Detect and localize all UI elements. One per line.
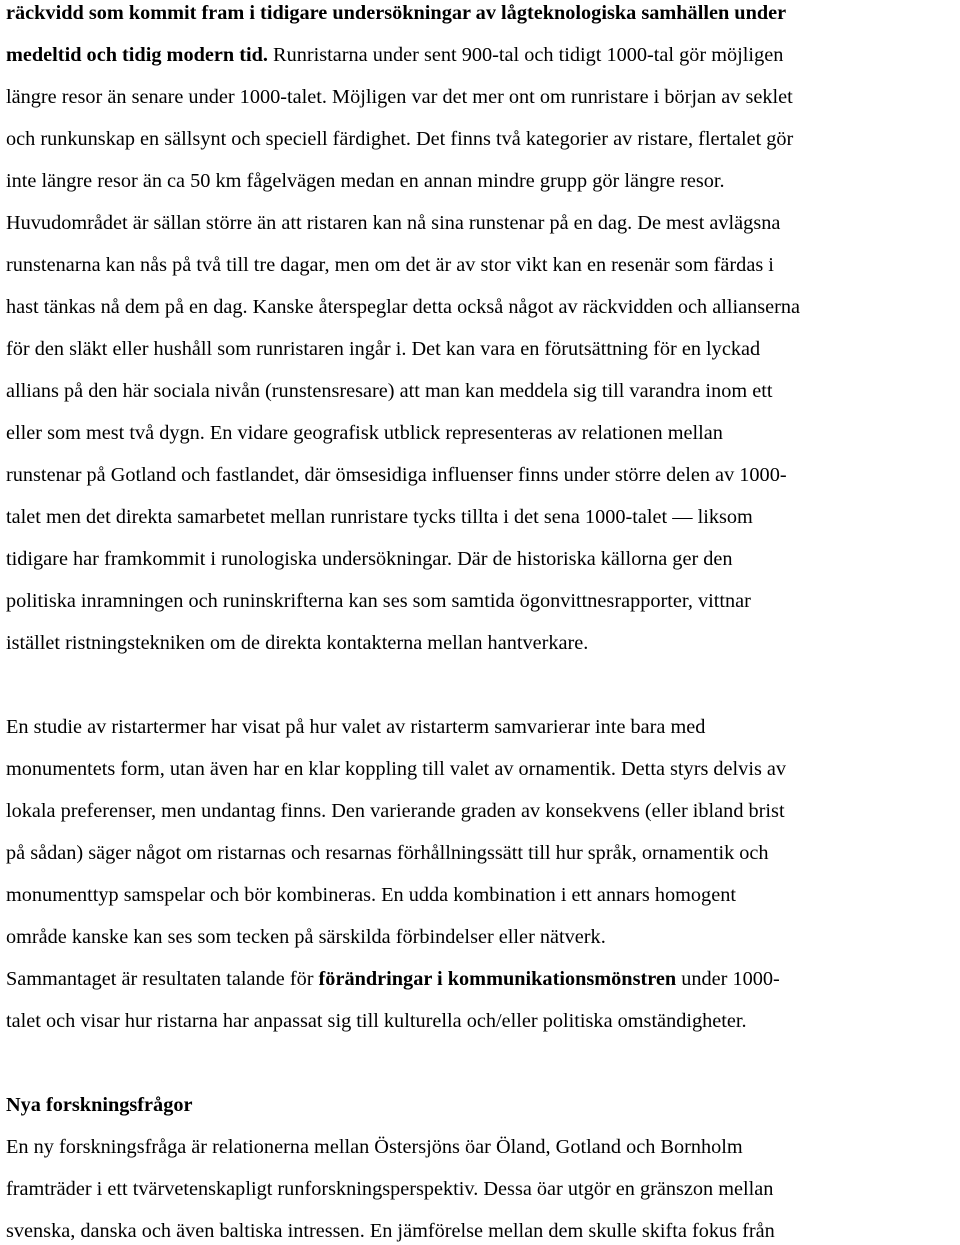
heading-text: Nya forskningsfrågor bbox=[6, 1094, 193, 1116]
section-heading bbox=[6, 1095, 192, 1115]
text-line bbox=[6, 843, 769, 863]
text-run: politiska inramningen och runinskrifterna kan ses som samtida ögonvittnesrapporter, vittnar bbox=[6, 590, 751, 612]
text-run: område kanske kan ses som tecken på särskilda förbindelser eller nätverk. bbox=[6, 926, 606, 948]
text-line bbox=[6, 969, 780, 989]
text-run: runstenar på Gotland och fastlandet, där ömsesidiga influenser finns under större delen av 1000- bbox=[6, 464, 787, 486]
text-run: talet och visar hur ristarna har anpassat sig till kulturella och/eller politiska omständigheter. bbox=[6, 1010, 747, 1032]
bold-run: räckvidd som kommit fram i tidigare undersökningar av lågteknologiska samhällen under bbox=[6, 2, 787, 24]
text-run: svenska, danska och även baltiska intressen. En jämförelse mellan dem skulle skifta fokus från bbox=[6, 1220, 775, 1242]
text-run: monumentets form, utan även har en klar koppling till valet av ornamentik. Detta styrs delvis av bbox=[6, 758, 787, 780]
text-line bbox=[6, 1011, 747, 1031]
text-line bbox=[6, 801, 785, 821]
text-run: eller som mest två dygn. En vidare geografisk utblick representeras av relationen mellan bbox=[6, 422, 723, 444]
text-line bbox=[6, 297, 800, 317]
text-line bbox=[6, 507, 753, 527]
text-run: runstenarna kan nås på två till tre dagar, men om det är av stor vikt kan en resenär som färdas i bbox=[6, 254, 774, 276]
text-run: för den släkt eller hushåll som runristaren ingår i. Det kan vara en förutsättning för en lyckad bbox=[6, 338, 761, 360]
text-line bbox=[6, 1221, 775, 1241]
text-run: Huvudområdet är sällan större än att ristaren kan nå sina runstenar på en dag. De mest avlägsna bbox=[6, 212, 781, 234]
text-run: på sådan) säger något om ristarnas och resarnas förhållningssätt till hur språk, ornamentik och bbox=[6, 842, 769, 864]
text-line bbox=[6, 633, 588, 653]
text-run: inte längre resor än ca 50 km fågelvägen medan en annan mindre grupp gör längre resor. bbox=[6, 170, 725, 192]
text-line bbox=[6, 129, 793, 149]
text-line bbox=[6, 87, 793, 107]
text-line bbox=[6, 339, 760, 359]
text-run: En ny forskningsfråga är relationerna mellan Östersjöns öar Öland, Gotland och Bornholm bbox=[6, 1136, 743, 1158]
text-run: längre resor än senare under 1000-talet. Möjligen var det mer ont om runristare i början av seklet bbox=[6, 86, 793, 108]
text-run: framträder i ett tvärvetenskapligt runforskningsperspektiv. Dessa öar utgör en gränszon mellan bbox=[6, 1178, 774, 1200]
text-run: En studie av ristartermer har visat på hur valet av ristarterm samvarierar inte bara med bbox=[6, 716, 706, 738]
text-line bbox=[6, 1179, 773, 1199]
text-line bbox=[6, 213, 780, 233]
text-run: under 1000- bbox=[676, 968, 780, 990]
text-run: Sammantaget är resultaten talande för bbox=[6, 968, 319, 990]
text-line bbox=[6, 3, 786, 23]
text-line bbox=[6, 255, 774, 275]
text-line bbox=[6, 1137, 743, 1157]
text-run: lokala preferenser, men undantag finns. Den varierande graden av konsekvens (eller ibland brist bbox=[6, 800, 785, 822]
text-line bbox=[6, 549, 733, 569]
text-line bbox=[6, 927, 606, 947]
text-run: istället ristningstekniken om de direkta kontakterna mellan hantverkare. bbox=[6, 632, 589, 654]
text-line bbox=[6, 885, 736, 905]
text-run: talet men det direkta samarbetet mellan runristare tycks tillta i det sena 1000-talet — liksom bbox=[6, 506, 753, 528]
bold-run: medeltid och tidig modern tid. bbox=[6, 44, 268, 66]
text-line bbox=[6, 423, 723, 443]
text-run: Runristarna under sent 900-tal och tidigt 1000-tal gör möjligen bbox=[267, 44, 784, 66]
text-line bbox=[6, 465, 787, 485]
text-run: hast tänkas nå dem på en dag. Kanske återspeglar detta också något av räckvidden och allianserna bbox=[6, 296, 801, 318]
text-line bbox=[6, 45, 783, 65]
text-line bbox=[6, 591, 751, 611]
text-line bbox=[6, 717, 705, 737]
text-run: allians på den här sociala nivån (runstensresare) att man kan meddela sig till varandra inom ett bbox=[6, 380, 773, 402]
text-run: och runkunskap en sällsynt och speciell färdighet. Det finns två kategorier av ristare, flertalet gör bbox=[6, 128, 794, 150]
text-line bbox=[6, 759, 786, 779]
text-run: monumenttyp samspelar och bör kombineras. En udda kombination i ett annars homogent bbox=[6, 884, 736, 906]
text-line bbox=[6, 381, 772, 401]
text-run: tidigare har framkommit i runologiska undersökningar. Där de historiska källorna ger den bbox=[6, 548, 733, 570]
bold-run: förändringar i kommunikationsmönstren bbox=[318, 968, 677, 990]
text-line bbox=[6, 171, 725, 191]
